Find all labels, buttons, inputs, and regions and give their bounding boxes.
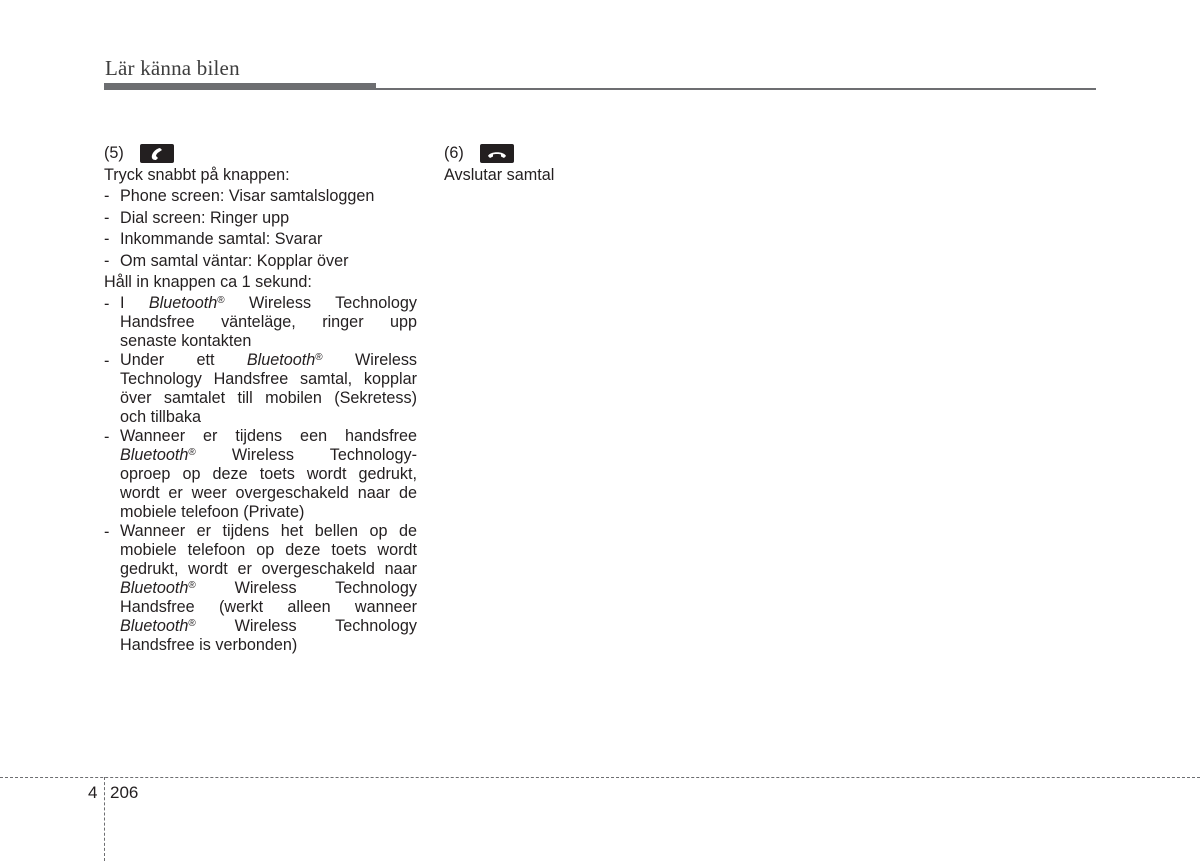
key-6-label: (6) (444, 144, 464, 162)
key-5-heading (104, 143, 417, 165)
right-column (444, 143, 764, 186)
header-rule-thin (376, 88, 1096, 90)
list-item: - Dial screen: Ringer upp (104, 208, 290, 227)
list-item: - I Bluetooth® Wireless Technology Handsfree vänteläge, ringer upp senaste kontakten (104, 293, 418, 350)
list-item: - Inkommande samtal: Svarar (104, 230, 323, 248)
key-5-label: (5) (104, 144, 124, 162)
left-column (104, 143, 417, 655)
footer-vertical-dashed-rule (104, 777, 105, 861)
page-number: 206 (110, 783, 139, 802)
list-item: - Phone screen: Visar samtalsloggen (104, 187, 375, 205)
chapter-number: 4 (88, 783, 98, 802)
list-item: - Under ett Bluetooth® Wireless Technology Handsfree samtal, kopplar över samtalet till mobilen (Sekretess) och tillbaka (104, 350, 418, 426)
page-header-title: Lär känna bilen (105, 56, 240, 80)
list-item: - Om samtal väntar: Kopplar över (104, 251, 349, 270)
list-item: - Wanneer er tijdens een handsfree Bluetooth® Wireless Technology- oproep op deze toets wordt gedrukt, wordt er weer overgeschakeld naar de mobiele telefoon (Private) (104, 426, 418, 521)
hold-press-intro: Håll in knappen ca 1 sekund: (104, 273, 312, 291)
short-press-intro: Tryck snabbt på knappen: (104, 165, 290, 184)
call-answer-icon (140, 144, 174, 163)
list-item: - Wanneer er tijdens het bellen op de mobiele telefoon op deze toets wordt gedrukt, wordt er overgeschakeld naar Bluetooth® Wireless Technology Handsfree (werkt alleen wanneer Bluetooth® Wireless Technology Handsfree is verbonden) (104, 521, 417, 654)
footer-dashed-rule (0, 777, 1200, 778)
header-rule-thick (104, 83, 376, 90)
key-6-heading (444, 143, 764, 165)
end-call-text: Avslutar samtal (444, 165, 555, 184)
call-end-icon (480, 144, 514, 163)
